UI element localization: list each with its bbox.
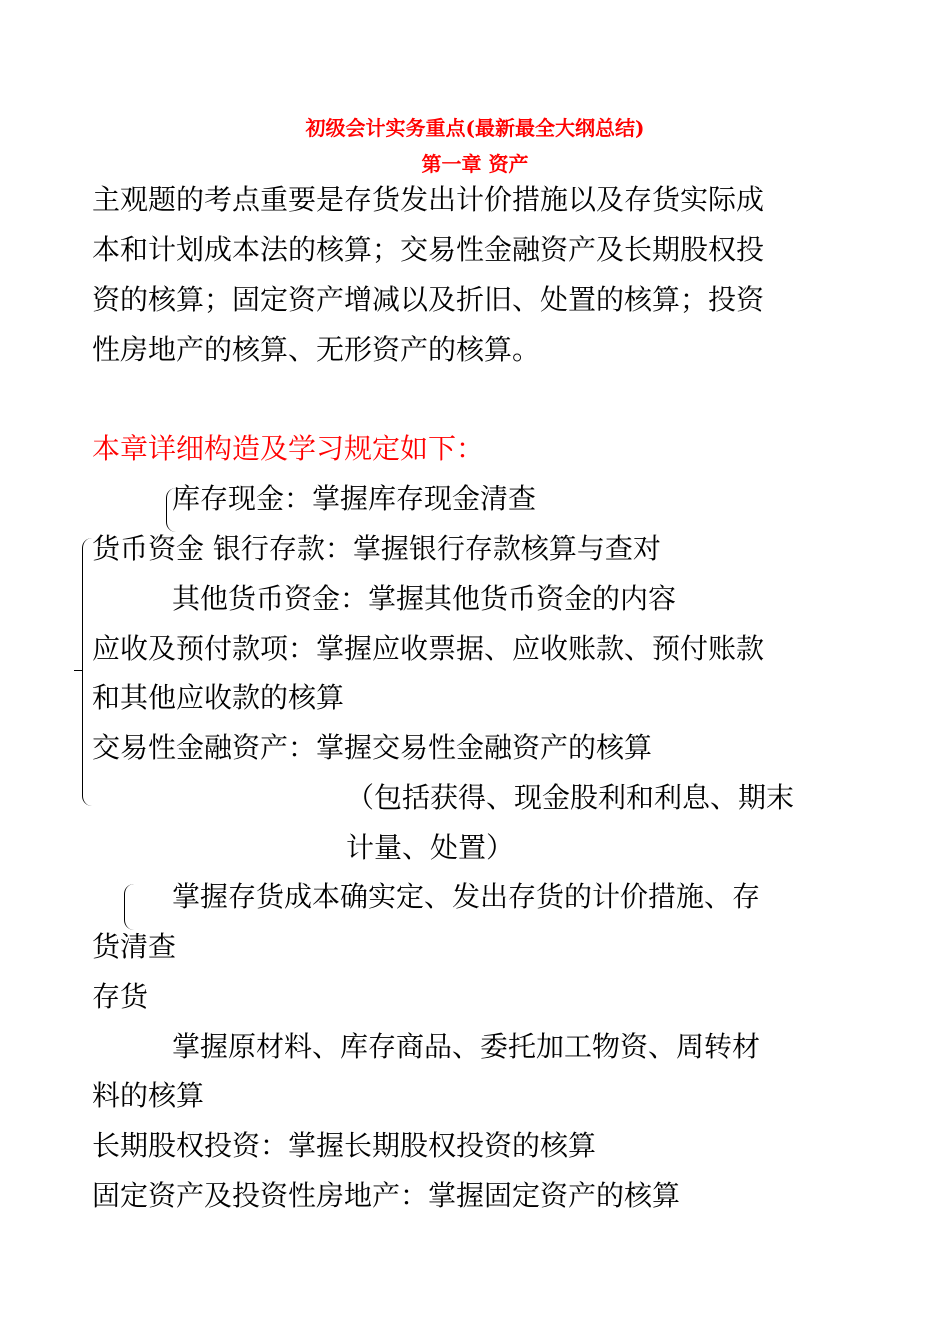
- intro-line-1: 主观题的考点重要是存货发出计价措施以及存货实际成: [92, 183, 765, 216]
- structure-line-2: 货币资金 银行存款：掌握银行存款核算与查对: [92, 532, 661, 565]
- structure-line-12: 掌握原材料、库存商品、委托加工物资、周转材: [172, 1030, 761, 1063]
- structure-line-11: 存货: [92, 980, 149, 1013]
- intro-line-2: 本和计划成本法的核算；交易性金融资产及长期股权投: [92, 233, 765, 266]
- structure-line-4: 应收及预付款项：掌握应收票据、应收账款、预付账款: [92, 632, 765, 665]
- structure-line-3: 其他货币资金：掌握其他货币资金的内容: [172, 582, 677, 615]
- intro-line-4: 性房地产的核算、无形资产的核算。: [92, 333, 541, 366]
- structure-line-6: 交易性金融资产：掌握交易性金融资产的核算: [92, 731, 653, 764]
- structure-line-14: 长期股权投资：掌握长期股权投资的核算: [92, 1129, 597, 1162]
- chapter-title: 第一章 资产: [421, 152, 529, 176]
- structure-line-13: 料的核算: [92, 1079, 205, 1112]
- intro-line-3: 资的核算；固定资产增减以及折旧、处置的核算；投资: [92, 283, 765, 316]
- structure-line-9: 掌握存货成本确实定、发出存货的计价措施、存: [172, 880, 761, 913]
- structure-line-10: 货清查: [92, 930, 177, 963]
- structure-line-7: （包括获得、现金股利和利息、期末: [346, 781, 795, 814]
- structure-line-5: 和其他应收款的核算: [92, 681, 345, 714]
- structure-line-8: 计量、处置）: [346, 831, 515, 864]
- main-structure-brace: [82, 538, 95, 806]
- structure-line-1: 库存现金：掌握库存现金清查: [172, 482, 537, 515]
- inventory-group-brace: [124, 884, 135, 930]
- document-title: 初级会计实务重点(最新最全大纲总结): [305, 116, 645, 140]
- structure-line-15: 固定资产及投资性房地产：掌握固定资产的核算: [92, 1179, 681, 1212]
- structure-heading: 本章详细构造及学习规定如下：: [92, 432, 485, 465]
- main-brace-tip: [74, 670, 82, 671]
